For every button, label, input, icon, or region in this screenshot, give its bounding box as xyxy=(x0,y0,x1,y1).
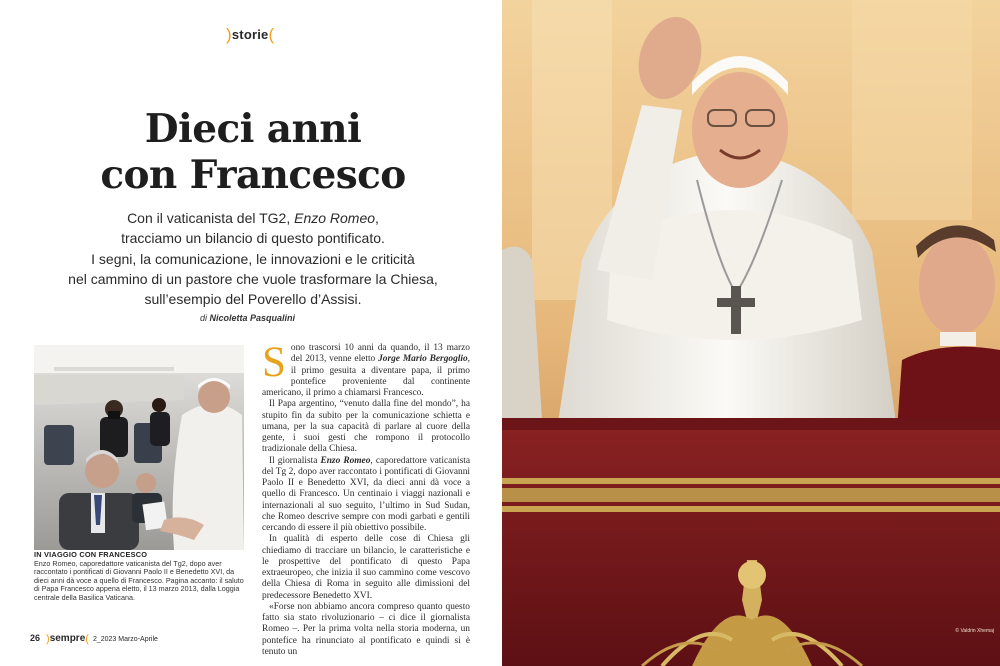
lead-line-3: I segni, la comunicazione, le innovazioni e le criticità xyxy=(91,250,415,267)
body-paragraph-1 xyxy=(262,339,470,399)
title-line-1: Dieci anni xyxy=(144,106,362,152)
photo-credit: © Valdrin Xhemaj xyxy=(955,628,994,634)
lead-text: , xyxy=(375,210,379,226)
article-lead xyxy=(60,208,446,309)
lead-line-1 xyxy=(60,208,446,228)
caption-text: Enzo Romeo, caporedattore vaticanista del Tg2, dopo aver raccontato i pontificati di Giovanni Paolo II e Benedetto XVI, da dieci anni dà voce a quello di Francesco. Pagina accanto: il saluto di Papa Francesco appena eletto, il 13 marzo 2013, dalla Loggia centrale della Basilica Vaticana. xyxy=(34,558,244,602)
body-paragraph-2: Il Papa argentino, “venuto dalla fine del mondo”, ha stupito fin da subito per la comunicazione schietta e umana, per la sua capacità di parlare al cuore della gente, i suoi gesti che rompono il protocollo tradizionale della Chiesa. xyxy=(262,399,470,455)
lead-line-4: nel cammino di un pastore che vuole trasformare la Chiesa, xyxy=(68,270,438,287)
issue-info: 2_2023 Marzo-Aprile xyxy=(92,636,158,643)
page-number: 26 xyxy=(30,633,41,643)
bracket-close-icon: ( xyxy=(268,25,275,44)
byline xyxy=(200,313,390,323)
section-tag xyxy=(226,24,274,44)
caption-title: IN VIAGGIO CON FRANCESCO xyxy=(34,550,148,559)
airplane-photo xyxy=(34,345,244,550)
bracket-open-icon: ) xyxy=(226,25,232,44)
article-body xyxy=(262,339,470,658)
drop-cap: S xyxy=(262,339,286,386)
bracket-close-icon: ) xyxy=(46,633,50,645)
pope-balcony-photo xyxy=(502,0,1000,666)
body-paragraph-4: In qualità di esperto delle cose di Chiesa gli chiediamo di tracciare un bilancio, le caratteristiche e le prospettive del pontificato di questo Papa extraeuropeo, che inizia il suo cammino come vescovo della Chiesa di Roma in seguito alle dimissioni del predecessore Benedetto XVI. xyxy=(262,534,470,601)
section-label: storie xyxy=(231,27,269,42)
lead-name: Enzo Romeo xyxy=(294,210,376,226)
lead-line-2: tracciamo un bilancio di questo pontificato. xyxy=(121,230,385,247)
lead-line-5: sull’esempio del Poverello d’Assisi. xyxy=(144,291,362,308)
right-page-photo xyxy=(502,0,1000,666)
body-text: , caporedattore vaticanista del Tg 2, dopo aver raccontato i pontificati di Giovanni Paolo II e Benedetto XVI, da dieci anni dà voce a quello di Francesco. Un centinaio i viaggi nazionali e internazionali al suo seguito, l’ultimo in Sud Sudan, che Romeo descrive sempre con modi garbati e gentili cercando di essere il più obiettivo possibile. xyxy=(262,455,470,533)
byline-prefix: di xyxy=(200,313,210,323)
page-footer xyxy=(30,632,158,644)
photo-caption xyxy=(34,551,246,603)
article-title xyxy=(60,106,446,198)
body-text: ono trascorsi 10 anni da quando, il 13 marzo del 2013, venne eletto xyxy=(290,343,470,365)
body-text: , il primo gesuita a diventare papa, il primo pontefice proveniente dal continente americano, il primo a chiamarsi Francesco. xyxy=(262,354,470,398)
magazine-name xyxy=(46,633,89,644)
body-name: Jorge Mario Bergoglio xyxy=(378,354,468,365)
body-paragraph-3 xyxy=(262,456,470,535)
bracket-open-icon: ( xyxy=(85,633,89,645)
byline-author: Nicoletta Pasqualini xyxy=(209,313,296,323)
lead-text: Con il vaticanista del TG2, xyxy=(127,210,295,226)
body-text: Il giornalista xyxy=(269,455,321,466)
body-paragraph-5: «Forse non abbiamo ancora compreso quanto questo fatto sia stato rivoluzionario – ci dice il giornalista Romeo –. Per la prima volta nella storia moderna, un pontefice ha rinunciato al pontificato e quindi si è tenuto un xyxy=(262,601,470,657)
airplane-photo-illustration xyxy=(34,345,244,550)
title-line-2: con Francesco xyxy=(100,152,406,198)
magazine-label: sempre xyxy=(49,633,86,644)
body-name: Enzo Romeo xyxy=(320,455,371,466)
